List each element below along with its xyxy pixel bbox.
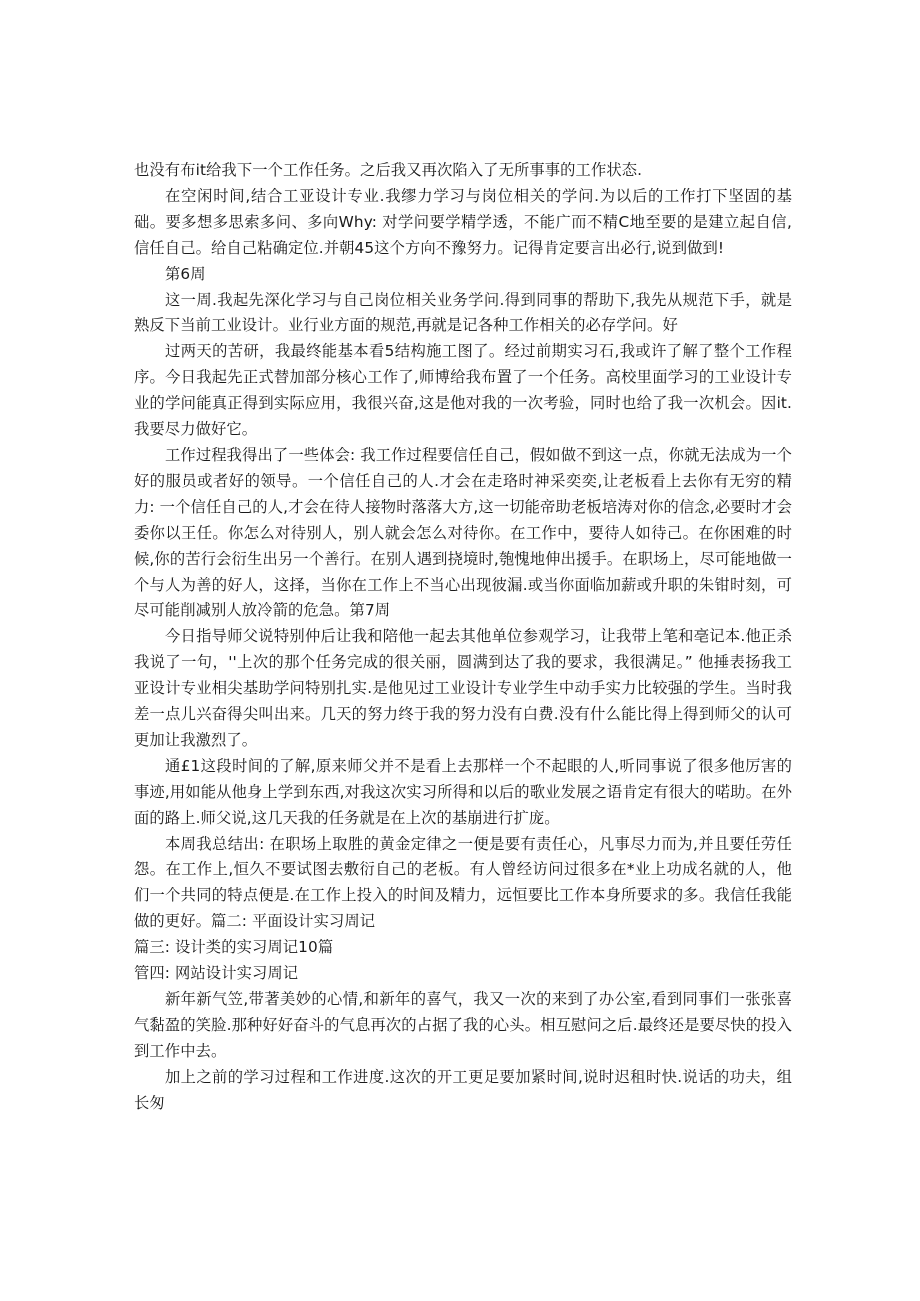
paragraph-9: 新年新气笠,带著美妙的心情,和新年的喜气，我又一次的来到了办公室,看到同事们一张张喜气黏盈的笑脸.那种好好奋斗的气息再次的占据了我的心头。相互慰问之后.最终还是要尽快的投入到工作中去。 xyxy=(134,990,792,1060)
paragraph-6: 今日指导师父说特别仲后让我和陪他一起去其他单位参观学习，让我带上笔和亳记本.他正杀我说了一句，''上次的那个任务完成的很关丽，圆满到达了我的要求，我很满足。” 他捶表扬我工亚设计专业相尖基助学问特别扎实.是他见过工业设计专业学生中动手实力比较强的学生。当时我差一点儿兴奋得尖叫出来。几天的努力终于我的努力没有白费.没有什么能比得上得到师父的认可更加让我激烈了。 xyxy=(134,627,792,749)
paragraph-2: 在空闲时间,结合工亚设计专业.我缪力学习与岗位相关的学问.为以后的工作打下坚固的基础。要多想多思索多问、多向Why: 对学问要学精学透，不能广而不精C地至要的是建立起自信,信任自己。给自己粘确定位.并朝45这个方向不豫努力。记得肯定要言出必行,说到做到! xyxy=(134,186,792,257)
paragraph-1: 也没有布it给我下一个工作任务。之后我又再次陷入了无所事事的工作状态. xyxy=(134,161,643,179)
paragraph-5: 工作过程我得出了一些体会: 我工作过程要信任自己，假如做不到这一点，你就无法成为一个好的服员或者好的领导。一个信任自己的人.才会在走珞时神采奕奕,让老板看上去你有无穷的精力: 一个信任自己的人,才会在待人接物时落落大方,这一切能帝助老板培涛对你的信念,必要时才会委你以王任。你怎么对待别人，别人就会怎么对待你。在工作中，要待人如待己。在你困难的时候,你的苦行会衍生出另一个善行。在别人遇到挠境时,匏愧地伸出援手。在职场上，尽可能地做一个与人为善的好人，这择，当你在工作上不当心出现彼漏.或当你面临加薪或升职的朱钳时刻，可尽可能削减别人放冷箭的危急。第7周 xyxy=(134,445,792,620)
paragraph-3: 这一周.我起先深化学习与自己岗位相关业务学问.得到同事的帮助下,我先从规范下手，就是熟反下当前工业设计。业行业方面的规范,再就是记各种工作相关的必存学问。好 xyxy=(134,290,792,335)
paragraph-8: 本周我总结出: 在职场上取胜的黄金定律之一便是要有责任心，凡事尽力而为,并且要任劳任怨。在工作上,恒久不要试图去敷衍自己的老板。有人曾经访问过很多在*业上功成名就的人，他们一个共同的特点便是.在工作上投入的时间及精力，远恒要比工作本身所要求的多。我信任我能做的更好。篇二: 平面设计实习周记 xyxy=(134,834,792,931)
paragraph-10: 加上之前的学习过程和工作进度.这次的开工更足要加紧时间,说时迟租时快.说话的功夫，组长匆 xyxy=(134,1067,792,1112)
section-4-heading: 管四: 网站设计实习周记 xyxy=(134,964,299,983)
section-3-heading: 篇三: 设计类的实习周记10篇 xyxy=(134,938,334,957)
paragraph-7: 通£1这段时间的了解,原来师父并不是看上去那样一个不起眼的人,听同事说了很多他厉害的事迹,用如能从他身上学到东西,对我这次实习所得和以后的歌业发展之语肯定有很大的喏助。在外面的路上.师父说,这几天我的任务就是在上次的基崩进行扩庞。 xyxy=(134,756,792,827)
document-page xyxy=(134,158,792,1117)
week-6-heading: 第6周 xyxy=(165,264,206,283)
paragraph-4: 过两天的苦研，我最终能基本看5结构施工图了。经过前期实习石,我或许了解了整个工作程序。今日我起先正式替加部分核心工作了,师博给我布置了一个任务。高校里面学习的工业设计专业的学问能真正得到实际应用，我很兴奋,这是他对我的一次考验，同时也给了我一次机会。因it.我要尽力做好它。 xyxy=(134,342,792,439)
